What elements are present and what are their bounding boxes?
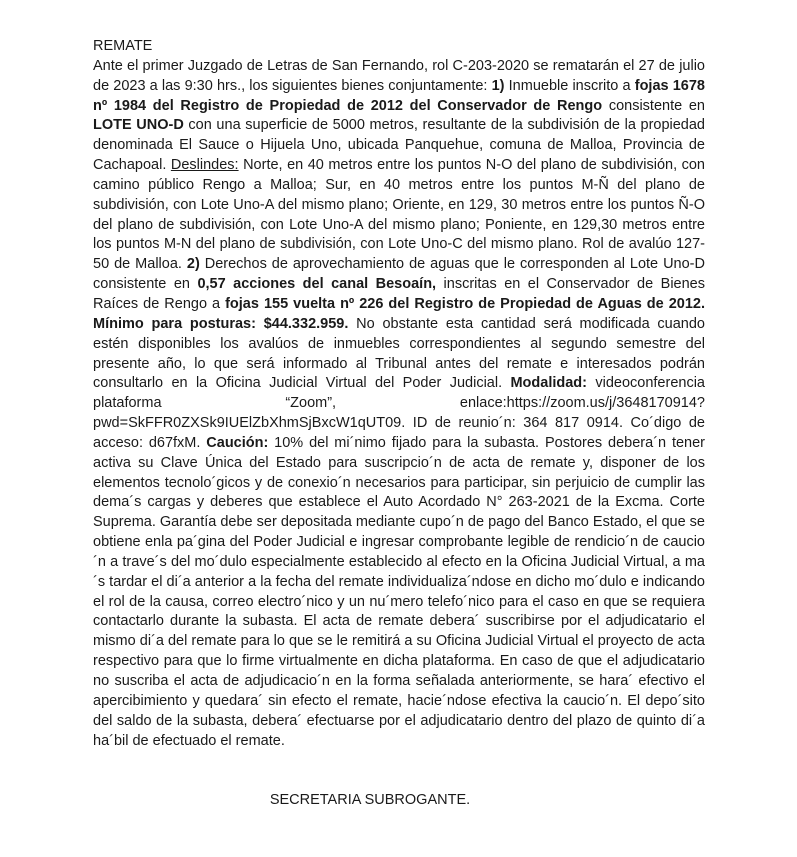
text-run-bold-minimum-bid: fojas 155 vuelta nº 226 del Registro de Propiedad de Aguas de 2012. Mínimo para posturas: $44.332.959. [93,295,705,332]
text-run: Ante el primer Juzgado de Letras de San Fernando, rol C-203-2020 se rematarán el 27 de julio de 2023 a las 9:30 hrs., los siguientes bienes conjuntamente: [93,57,705,94]
text-run-zoom-link: videoconferencia plataforma “Zoom”, enlace:https://zoom.us/j/3648170914? pwd=SkFFR0ZXSk9IUElZbXhmSjBxcW1qUT09. ID de reunio´n: 364 817 0914. Co´digo de acceso: d67fxM. [93,375,705,451]
auction-notice-body [93,57,705,752]
text-run: Derechos de aprovechamiento de aguas que le corresponden al Lote Uno-D consistente en [93,256,705,293]
text-run: con una superficie de 5000 metros, resultante de la subdivisión de la propiedad denominada El Sauce o Hijuela Uno, ubicada Panquehue, comuna de Malloa, Provincia de Cachapoal. [93,117,705,174]
text-run: Inmueble inscrito a [504,77,635,94]
text-run-bold-item2: 2) [186,256,200,273]
signature-line: SECRETARIA SUBROGANTE. [269,792,471,808]
text-run: Norte, en 40 metros entre los puntos N-O del plano de subdivisión, con camino público Rengo a Malloa; Sur, en 40 metros entre los puntos M-Ñ del plano de subdivisión, con Lote Uno-A del mismo plano; Oriente, en 129, 30 metros entre los puntos Ñ-O del plano de subdivisión, con Lote Uno-A del mismo plano; Poniente, en 129,30 metros entre los puntos M-N del plano de subdivisión, con Lote Uno-C del mismo plano. Rol de avalúo 127-50 de Malloa. [93,157,705,273]
text-run: 10% del mi´nimo fijado para la subasta. Postores debera´n tener activa su Clave Única del Estado para suscripcio´n de acta de remate y, disponer de los elementos tecnolo´gicos y de conexio´n necesarios para participar, sin perjuicio de cumplir las dema´s cargas y deberes que establece el Auto Acordado N° 263-2021 de la Excma. Corte Suprema. Garantía debe ser depositada mediante cupo´n de pago del Banco Estado, el que se obtiene enla pa´gina del Poder Judicial e ingresar comprobante legible de rendicio´n de caucio´n a trave´s del mo´dulo especialmente establecido al efecto en la Oficina Judicial Virtual, a ma´s tardar el di´a anterior a la fecha del remate individualiza´ndose en dicho mo´dulo e indicando el rol de la causa, correo electro´nico y un nu´mero telefo´nico para el caso en que se requiera contactarlo durante la subasta. El acta de remate debera´ suscribirse por el adjudicatario el mismo di´a del remate para lo que se le remitirá a su Oficina Judicial Virtual el proyecto de acta respectivo para que lo firme virtualmente en dicha plataforma. En caso de que el adjudicatario no suscriba el acta de adjudicacio´n en la forma señalada anteriormente, se hara´ efectivo el apercibimiento y quedara´ sin efecto el remate, hacie´ndose efectiva la caucio´n. El depo´sito del saldo de la subasta, debera´ efectuarse por el adjudicatario dentro del plazo de quinto di´a ha´bil de efectuado el remate. [93,434,705,749]
text-run: consistente en [602,97,705,114]
text-run: inscritas en el Conservador de Bienes Raíces de Rengo a [93,276,705,312]
text-run-bold-property-registry: fojas 1678 nº 1984 del Registro de Propiedad de 2012 del Conservador de Rengo [93,77,705,114]
text-run-bold-water-shares: 0,57 acciones del canal Besoaín, [197,276,437,293]
text-run-bold-modality-label: Modalidad: [510,375,587,392]
text-run-bold-lot-name: LOTE UNO-D [93,117,184,134]
text-run-bold-deposit-label: Caución: [206,434,269,451]
text-run-underline-boundaries-label: Deslindes: [170,157,239,174]
text-run: No obstante esta cantidad será modificada cuando estén disponibles los avalúos de inmuebles correspondientes al segundo semestre del presente año, lo que será informado al Tribunal antes del remate e interesados podrán consultarlo en la Oficina Judicial Virtual del Poder Judicial. [93,315,706,392]
auction-notice [93,37,705,751]
document-title: REMATE [93,38,153,54]
text-run-bold-item1: 1) [491,77,505,94]
